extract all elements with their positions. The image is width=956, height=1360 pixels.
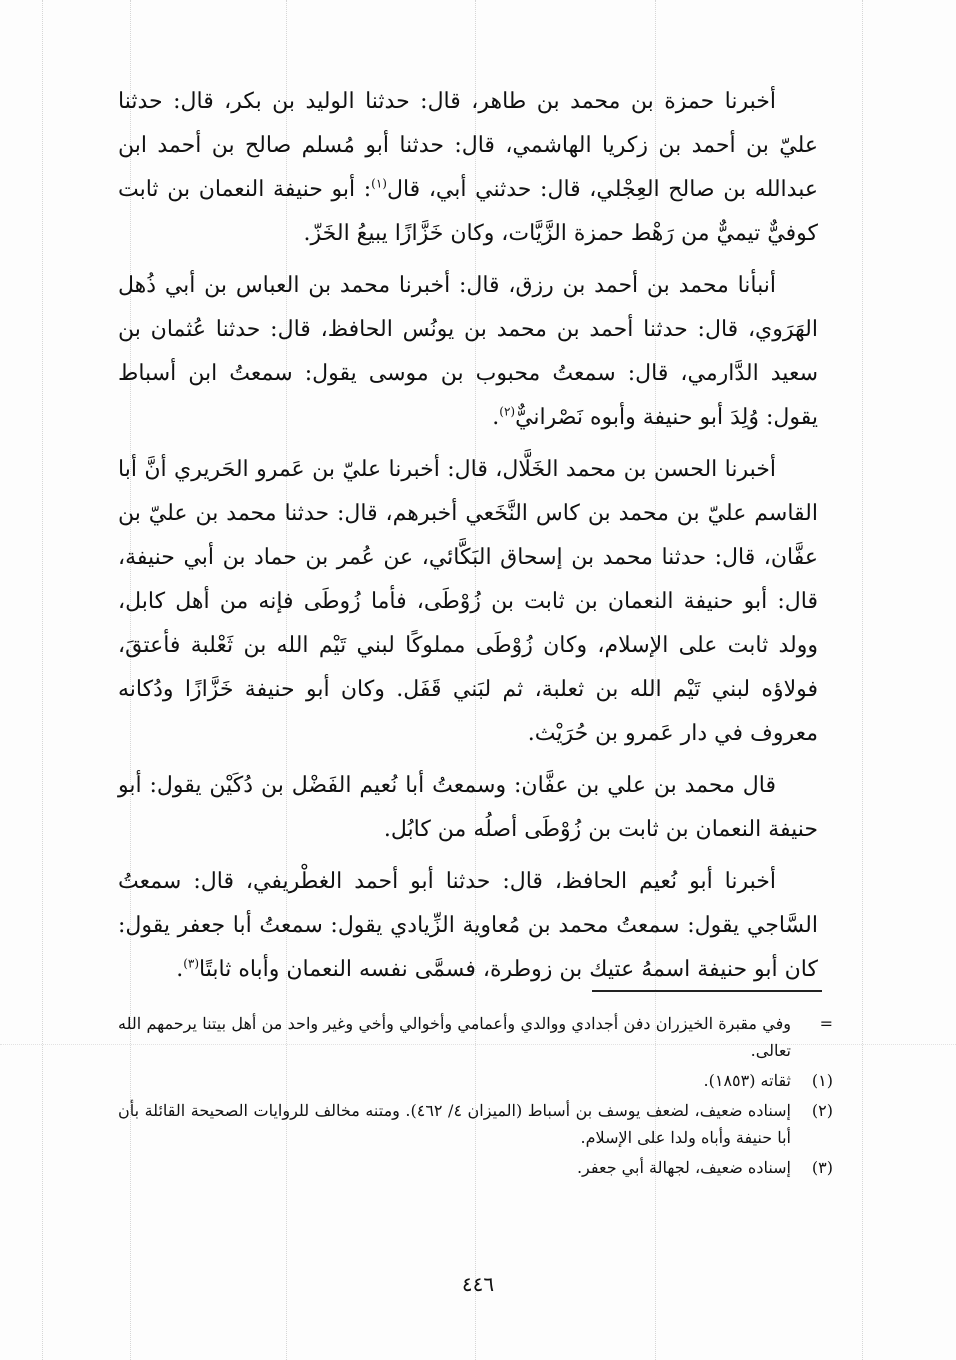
paragraph: قال محمد بن علي بن عفَّان: وسمعتُ أبا نُعيم الفَضْل بن دُكَيْن يقول: أبو حنيفة النعمان بن ثابت بن زُوْطَى أصلُه من كابُل.	[118, 773, 818, 842]
footnote-marker: =	[819, 1014, 833, 1033]
footnote-ref: (٢)	[499, 404, 516, 419]
scan-artifact	[42, 0, 43, 1360]
paragraph: أخبرنا الحسن بن محمد الخَلَّال، قال: أخبرنا عليّ بن عَمرو الحَريري أنَّ أبا القاسم عليّ بن محمد بن كاس النَّخَعي أخبرهم، قال: حدثنا محمد بن عليّ بن عفَّان، قال: حدثنا محمد بن إسحاق البَكَّائي، عن عُمر بن حماد بن أبي حنيفة، قال: أبو حنيفة النعمان بن ثابت بن زُوْطَى، فأما زُوطَى فإنه من أهل كابل، وولد ثابت على الإسلام، وكان زُوْطَى مملوكًا لبني تَيْم الله بن ثَعْلبة فأعتقَ، فولاؤه لبني تَيْم الله بن ثعلبة، ثم لبَني قَفَل. وكان أبو حنيفة خَزَّازًا ودُكانه معروف في دار عَمرو بن حُرَيْث.	[118, 457, 818, 746]
paragraph: أخبرنا أبو نُعيم الحافظ، قال: حدثنا أبو أحمد الغطْريفي، قال: سمعتُ السَّاجي يقول: سمعتُ محمد بن مُعاوية الزِّيادي يقول: سمعتُ أبا جعفر يقول: كان أبو حنيفة اسمهُ عتيك بن زوطرة، فسمَّى نفسه النعمان وأباه ثابتًا$^{(٣)}$.	[118, 869, 818, 982]
paragraph: أخبرنا حمزة بن محمد بن طاهر، قال: حدثنا الوليد بن بكر، قال: حدثنا عليّ بن أحمد بن زكريا الهاشمي، قال: حدثنا أبو مُسلم صالح بن أحمد ابن عبدالله بن صالح العِجْلي، قال: حدثني أبي، قال$^{(١)}$: أبو حنيفة النعمان بن ثابت كوفيٌّ تيميٌّ من رَهْط حمزة الزَّيَّات، وكان خَزَّازًا يبيعُ الخَزّ.	[118, 89, 818, 246]
footnote	[118, 1154, 833, 1181]
main-text	[118, 80, 818, 1000]
footnote-ref: (٣)	[183, 956, 200, 971]
footnote-marker: (١)	[811, 1071, 833, 1090]
footnote	[118, 1067, 833, 1094]
footnote-text: إسناده ضعيف، لضعف يوسف بن أسباط (الميزان ٤/ ٤٦٢). ومتنه مخالف للروايات الصحيحة القائلة بأن أبا حنيفة وأباه ولدا على الإسلام.	[118, 1101, 791, 1147]
footnote-text: ثقاته (١٨٥٣).	[703, 1071, 791, 1090]
paragraph: أنبأنا محمد بن أحمد بن رزق، قال: أخبرنا محمد بن العباس بن أبي ذُهل الهَرَوي، قال: حدثنا أحمد بن محمد بن يونُس الحافظ، قال: حدثنا عُثمان بن سعيد الدَّارمي، قال: سمعتُ محبوب بن موسى يقول: سمعتُ ابن أسباط يقول: وُلِدَ أبو حنيفة وأبوه نَصْرانيٌّ$^{(٢)}$.	[118, 273, 818, 430]
footnote-divider	[592, 990, 822, 992]
footnote-text: إسناده ضعيف، لجهالة أبي جعفر.	[576, 1158, 791, 1177]
page-number: ٤٤٦	[461, 1272, 495, 1296]
footnote	[118, 1010, 833, 1064]
footnote-ref: (١)	[371, 176, 387, 191]
footnote-marker: (٣)	[811, 1158, 833, 1177]
scan-artifact	[862, 0, 863, 1360]
footnote-marker: (٢)	[811, 1101, 833, 1120]
footnote-text: وفي مقبرة الخيزران دفن أجدادي ووالدي وأعمامي وأخوالي وأخي وغير واحد من أهل بيتنا يرحمهم الله تعالى.	[118, 1014, 791, 1060]
footnote	[118, 1097, 833, 1151]
footnotes	[118, 1010, 833, 1184]
